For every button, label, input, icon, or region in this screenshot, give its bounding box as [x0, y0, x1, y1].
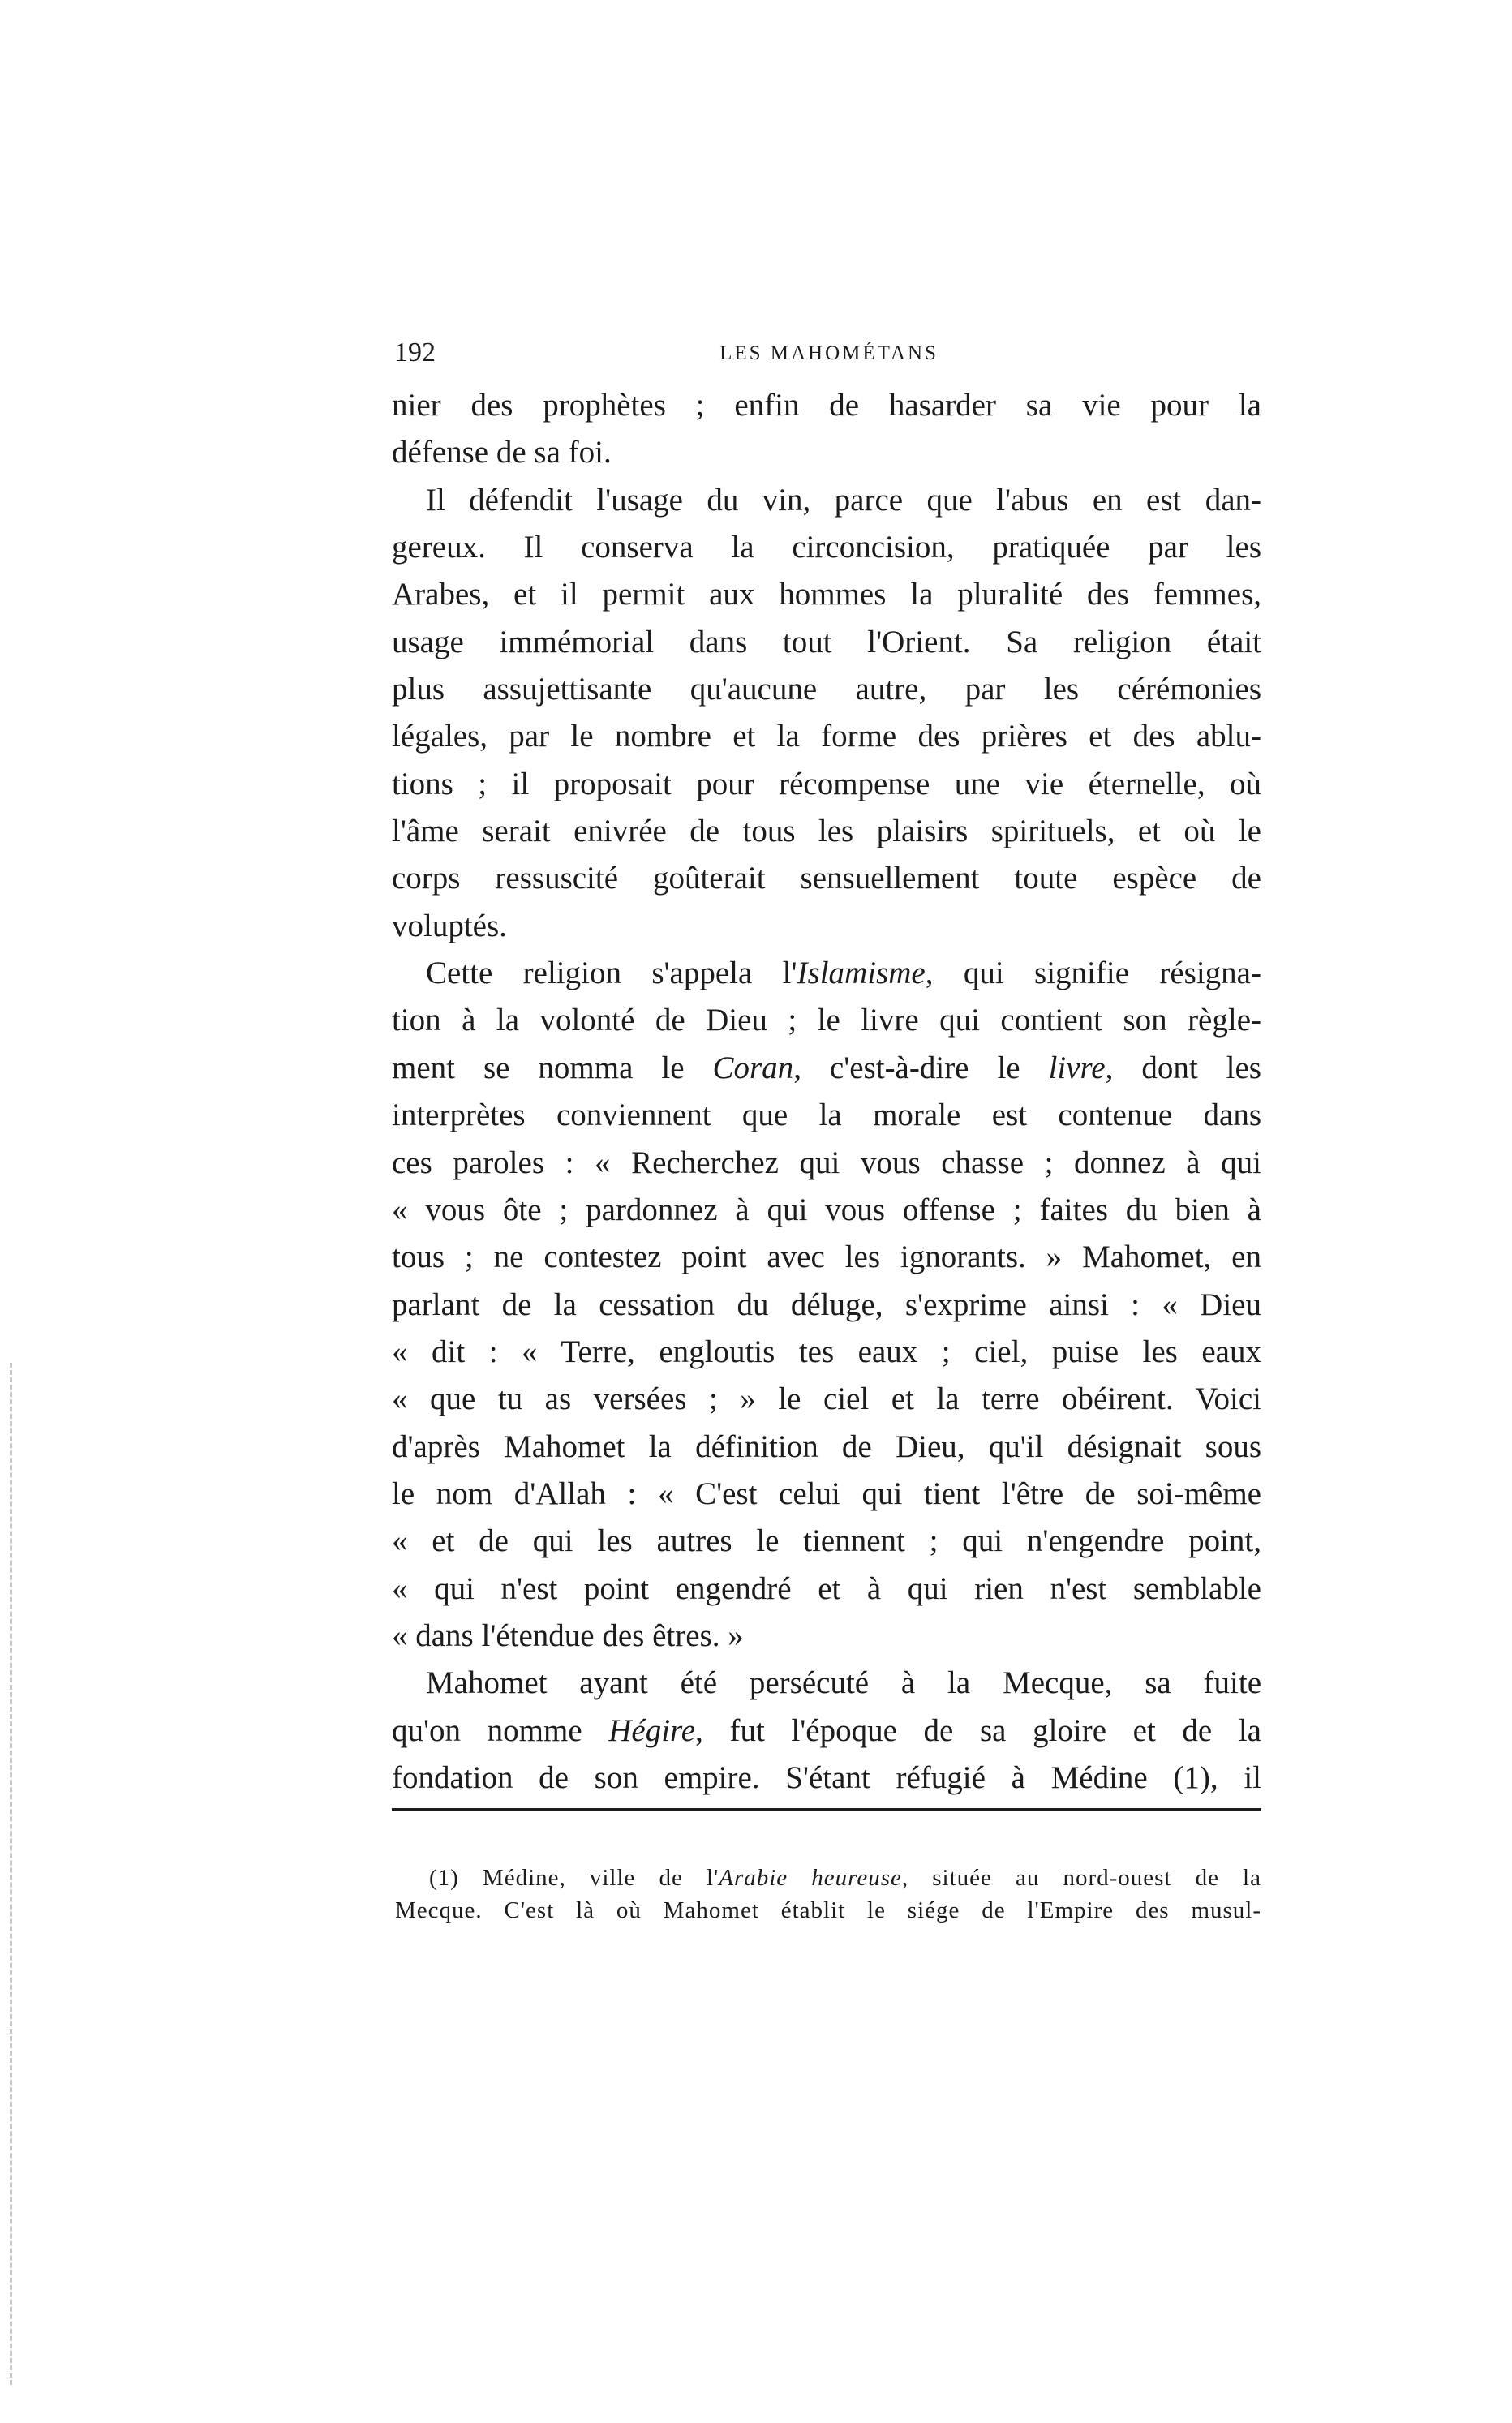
text-line: Il défendit l'usage du vin, parce que l'abus en est dan-	[426, 482, 1261, 518]
text-line: voluptés.	[392, 908, 507, 943]
footnote-line: Mecque. C'est là où Mahomet établit le siége de l'Empire des musul-	[395, 1897, 1261, 1923]
text-line: Arabes, et il permit aux hommes la pluralité des femmes,	[392, 577, 1261, 612]
italic-term: livre	[1048, 1050, 1106, 1085]
text-segment: , dont les	[1105, 1050, 1261, 1085]
text-segment: Cette religion s'appela l'	[426, 956, 797, 991]
text-line: interprètes conviennent que la morale est contenue dans	[392, 1098, 1261, 1133]
text-line: « dans l'étendue des êtres. »	[392, 1617, 744, 1653]
paragraph	[392, 382, 1261, 477]
page-number: 192	[394, 337, 436, 367]
text-line: fondation de son empire. S'étant réfugié à Médine (1), il	[392, 1759, 1261, 1795]
text-line: « dit : « Terre, engloutis tes eaux ; ciel, puise les eaux	[392, 1334, 1261, 1369]
text-line: tion à la volonté de Dieu ; le livre qui contient son règle-	[392, 1003, 1261, 1038]
text-line: l'âme serait enivrée de tous les plaisirs spirituels, et où le	[392, 814, 1261, 849]
text-line: tous ; ne contestez point avec les ignorants. » Mahomet, en	[392, 1239, 1261, 1275]
body-text	[392, 382, 1261, 1802]
footnote	[395, 1862, 1261, 1927]
text-line: « et de qui les autres le tiennent ; qui n'engendre point,	[392, 1523, 1261, 1559]
text-line: plus assujettisante qu'aucune autre, par les cérémonies	[392, 672, 1261, 707]
text-line: « que tu as versées ; » le ciel et la terre obéirent. Voici	[392, 1381, 1261, 1417]
text-line	[392, 1708, 1261, 1755]
text-line: nier des prophètes ; enfin de hasarder sa vie pour la	[392, 388, 1261, 423]
scan-edge-artifact	[10, 1363, 12, 2385]
text-line: « qui n'est point engendré et à qui rien n'est semblable	[392, 1570, 1261, 1606]
text-segment: qu'on nomme	[392, 1712, 609, 1748]
italic-term: Islamisme	[797, 956, 926, 991]
text-line: usage immémorial dans tout l'Orient. Sa religion était	[392, 624, 1261, 659]
paragraph	[392, 477, 1261, 950]
text-line: « vous ôte ; pardonnez à qui vous offense ; faites du bien à	[392, 1192, 1261, 1227]
footnote-rule	[392, 1808, 1261, 1811]
text-line	[392, 1045, 1261, 1092]
text-line: d'après Mahomet la définition de Dieu, qu'il désignait sous	[392, 1428, 1261, 1464]
text-line: gereux. Il conserva la circoncision, pratiquée par les	[392, 530, 1261, 565]
text-line: corps ressuscité goûterait sensuellement toute espèce de	[392, 861, 1261, 896]
text-segment: , c'est-à-dire le	[793, 1050, 1049, 1085]
italic-term: Arabie heureuse	[719, 1865, 902, 1891]
text-segment: , fut l'époque de sa gloire et de la	[695, 1712, 1261, 1748]
footnote-line	[395, 1862, 1261, 1894]
italic-term: Hégire	[608, 1712, 696, 1748]
italic-term: Coran	[712, 1050, 794, 1085]
text-segment: (1) Médine, ville de l'	[429, 1865, 719, 1891]
text-segment: ment se nomma le	[392, 1050, 713, 1085]
text-line: tions ; il proposait pour récompense une vie éternelle, où	[392, 766, 1261, 801]
paragraph	[392, 950, 1261, 1660]
text-line: parlant de la cessation du déluge, s'exprime ainsi : « Dieu	[392, 1287, 1261, 1322]
text-line: Mahomet ayant été persécuté à la Mecque, sa fuite	[426, 1665, 1261, 1701]
text-segment: , située au nord-ouest de la	[901, 1865, 1261, 1891]
text-segment: , qui signifie résigna-	[925, 956, 1261, 991]
paragraph	[392, 1660, 1261, 1802]
text-line: le nom d'Allah : « C'est celui qui tient l'être de soi-même	[392, 1476, 1261, 1511]
running-title: LES MAHOMÉTANS	[719, 342, 939, 364]
text-line: ces paroles : « Recherchez qui vous chasse ; donnez à qui	[392, 1145, 1261, 1180]
text-line: légales, par le nombre et la forme des prières et des ablu-	[392, 719, 1261, 754]
text-line: défense de sa foi.	[392, 435, 612, 470]
text-line	[392, 950, 1261, 997]
